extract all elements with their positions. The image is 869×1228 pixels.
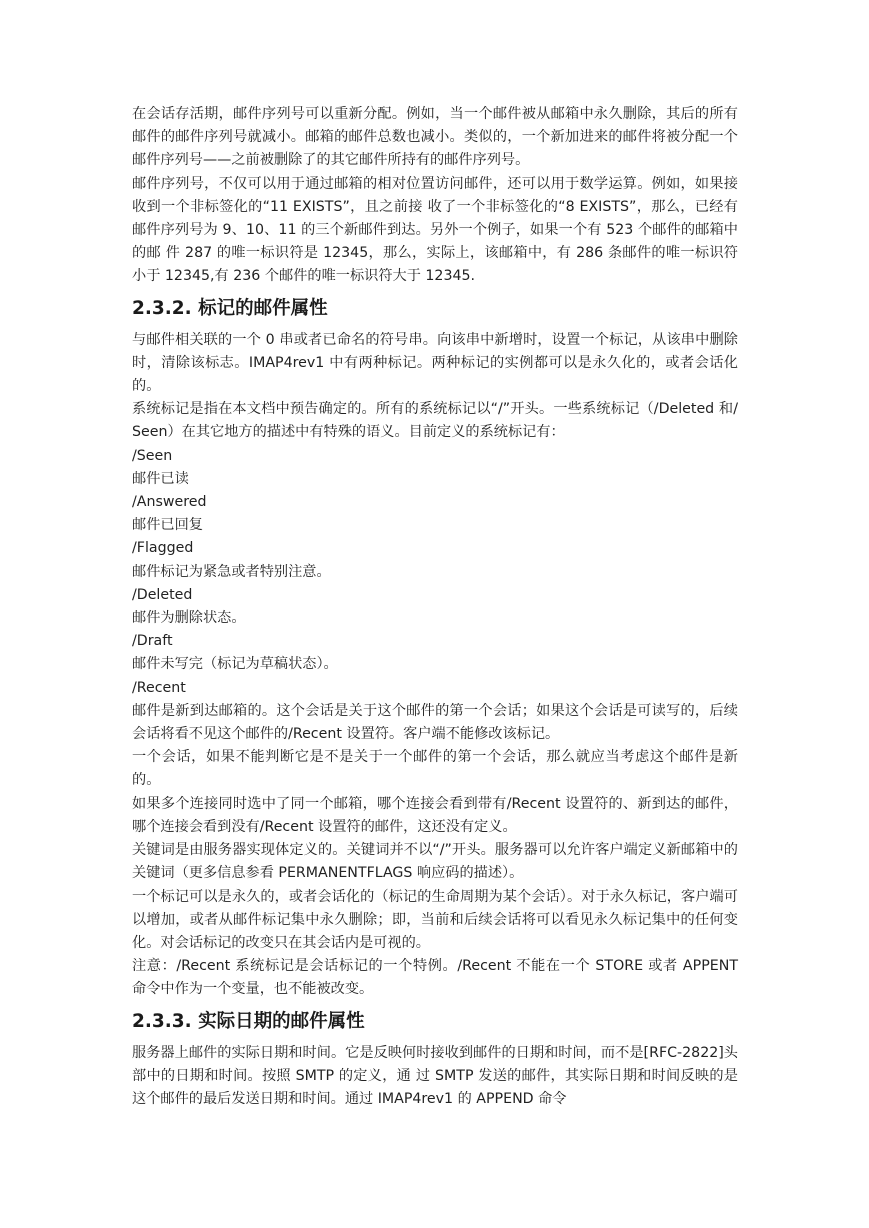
document-page xyxy=(132,103,738,1111)
multiple-connections-paragraph: 如果多个连接同时选中了同一个邮箱，哪个连接会看到带有/Recent 设置符的、新到达的邮件，哪个连接会看到没有/Recent 设置符的邮件，这还没有定义。 xyxy=(132,795,738,835)
first-session-paragraph: 一个会话，如果不能判断它是不是关于一个邮件的第一个会话，那么就应当考虑这个邮件是新的。 xyxy=(132,749,738,789)
flag-description: 邮件未写完（标记为草稿状态）。 xyxy=(132,656,338,673)
flag-name: /Deleted xyxy=(132,586,193,603)
flag-name: /Answered xyxy=(132,494,207,511)
intro-paragraph-2: 邮件序列号，不仅可以用于通过邮箱的相对位置访问邮件，还可以用于数学运算。例如，如果接收到一个非标签化的“11 EXISTS”，且之前接 收了一个非标签化的“8 EXISTS”，那么，已经有邮件序列号为 9、10、11 的三个新邮件到达。另外一个例子，如果一个有 523 个邮件的邮箱中的邮 件 287 的唯一标识符是 12345，那么，实际上，该邮箱中，有 286 条邮件的唯一标识符小于 12345,有 236 个邮件的唯一标识符大于 12345. xyxy=(132,175,738,285)
flag-description: 邮件为删除状态。 xyxy=(132,610,246,627)
flags-intro-paragraph: 与邮件相关联的一个 0 串或者已命名的符号串。向该串中新增时，设置一个标记，从该串中删除时，清除该标志。IMAP4rev1 中有两种标记。两种标记的实例都可以是永久化的，或者会话化的。 xyxy=(132,331,738,395)
section-heading-2-3-2: 2.3.2. 标记的邮件属性 xyxy=(132,297,328,319)
recent-note-paragraph: 注意：/Recent 系统标记是会话标记的一个特例。/Recent 不能在一个 STORE 或者 APPENT 命令中作为一个变量，也不能被改变。 xyxy=(132,958,738,998)
system-flags-paragraph: 系统标记是指在本文档中预告确定的。所有的系统标记以“/”开头。一些系统标记（/Deleted 和/Seen）在其它地方的描述中有特殊的语义。目前定义的系统标记有： xyxy=(132,401,738,441)
flag-name: /Flagged xyxy=(132,540,194,557)
flag-description: 邮件已读 xyxy=(132,470,189,487)
flag-description: 邮件是新到达邮箱的。这个会话是关于这个邮件的第一个会话；如果这个会话是可读写的，后续会话将看不见这个邮件的/Recent 设置符。客户端不能修改该标记。 xyxy=(132,702,738,743)
flag-name: /Recent xyxy=(132,679,186,696)
flag-name: /Draft xyxy=(132,633,173,650)
system-flag-list xyxy=(132,445,738,747)
flag-description: 邮件已回复 xyxy=(132,517,203,534)
internal-date-paragraph: 服务器上邮件的实际日期和时间。它是反映何时接收到邮件的日期和时间，而不是[RFC-2822]头部中的日期和时间。按照 SMTP 的定义，通 过 SMTP 发送的邮件，其实际日期和时间反映的是这个邮件的最后发送日期和时间。通过 IMAP4rev1 的 APPEND 命令 xyxy=(132,1044,738,1107)
section-heading-2-3-3: 2.3.3. 实际日期的邮件属性 xyxy=(132,1010,365,1032)
flag-description: 邮件标记为紧急或者特别注意。 xyxy=(132,563,331,580)
intro-paragraph-1: 在会话存活期，邮件序列号可以重新分配。例如，当一个邮件被从邮箱中永久删除，其后的所有邮件的邮件序列号就减小。邮箱的邮件总数也减小。类似的，一个新加进来的邮件将被分配一个邮件序列号——之前被删除了的其它邮件所持有的邮件序列号。 xyxy=(132,106,738,169)
keywords-paragraph: 关键词是由服务器实现体定义的。关键词并不以“/”开头。服务器可以允许客户端定义新邮箱中的关键词（更多信息参看 PERMANENTFLAGS 响应码的描述）。 xyxy=(132,842,738,882)
flag-name: /Seen xyxy=(132,447,173,464)
permanent-flags-paragraph: 一个标记可以是永久的，或者会话化的（标记的生命周期为某个会话）。对于永久标记，客户端可以增加，或者从邮件标记集中永久删除；即，当前和后续会话将可以看见永久标记集中的任何变化。对会话标记的改变只在其会话内是可视的。 xyxy=(132,888,738,951)
